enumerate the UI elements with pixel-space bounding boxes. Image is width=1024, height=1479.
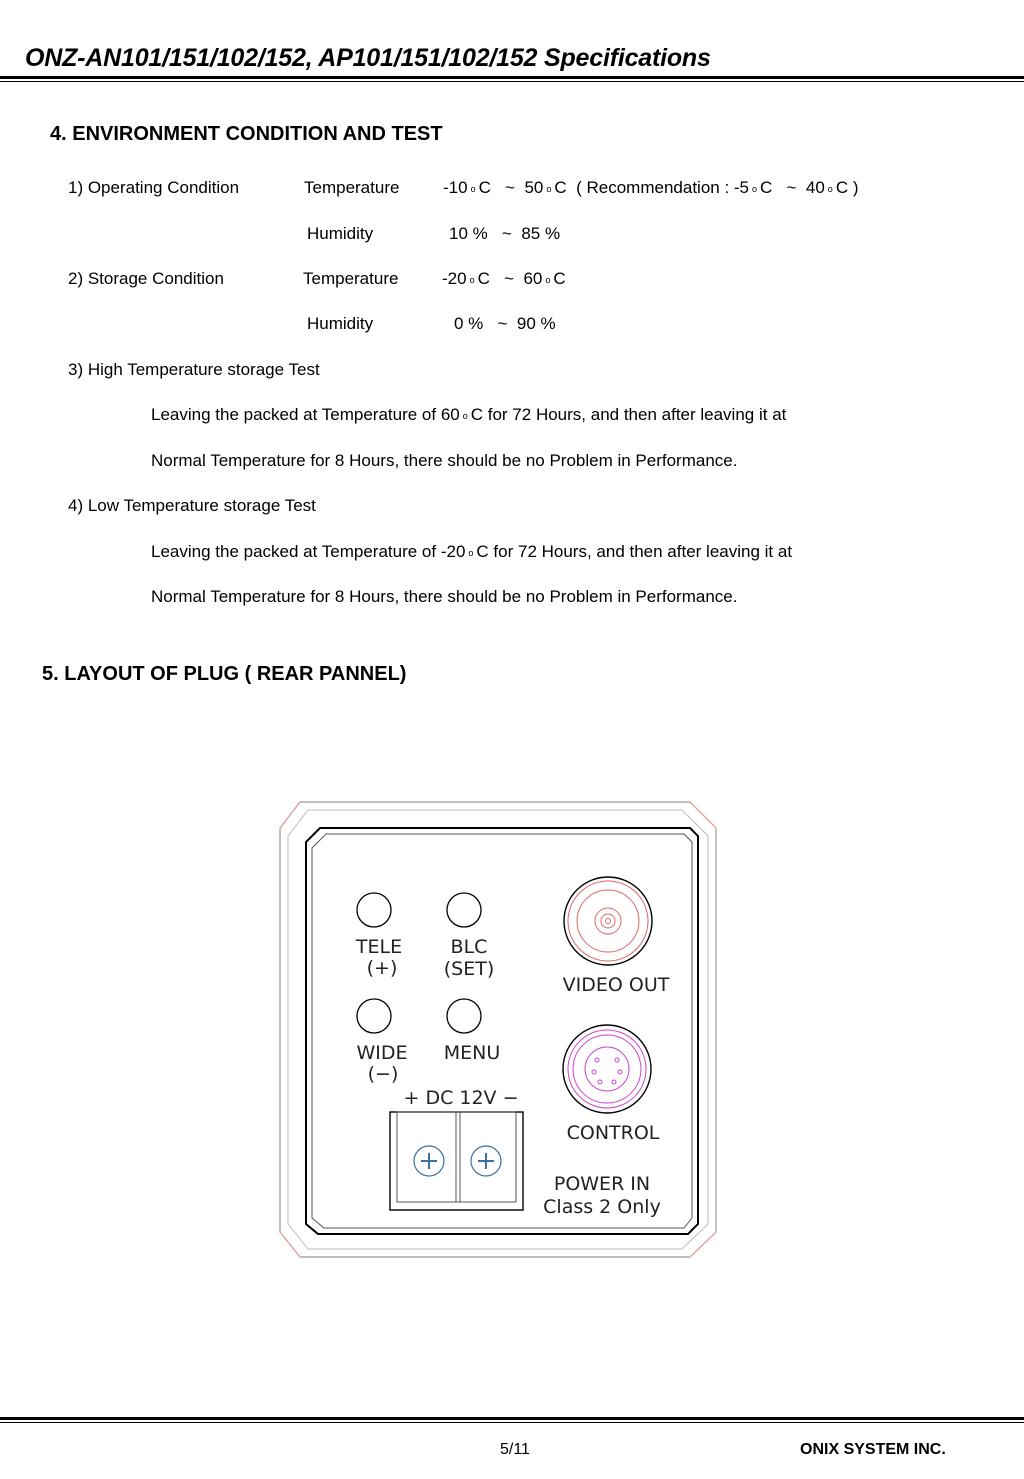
panel-outer-frame <box>280 802 716 1257</box>
storage-humidity-label: Humidity <box>307 314 374 333</box>
high-temp-test-line1: Leaving the packed at Temperature of 60 o C for 72 Hours, and then after leaving it at <box>151 405 787 424</box>
operating-temperature-label: Temperature <box>304 178 400 197</box>
wide-sub-label: (−) <box>367 1063 399 1085</box>
operating-condition-label: 1) Operating Condition <box>68 178 240 197</box>
header-rule <box>0 76 1024 79</box>
blc-label: BLC <box>450 936 488 958</box>
storage-temperature-label: Temperature <box>303 269 399 288</box>
storage-condition-label: 2) Storage Condition <box>68 269 224 288</box>
storage-temperature-range: -20 o C ~ 60 o C <box>442 269 566 288</box>
video-out-label: VIDEO OUT <box>562 974 670 996</box>
low-temp-test-line1: Leaving the packed at Temperature of -20 o C for 72 Hours, and then after leaving it at <box>151 542 793 561</box>
video-out-connector <box>564 877 652 965</box>
section-5-heading: 5. LAYOUT OF PLUG ( REAR PANNEL) <box>42 663 407 685</box>
blc-button <box>447 893 481 927</box>
power-in-label: POWER IN <box>553 1173 651 1195</box>
rear-panel-diagram <box>270 790 740 1270</box>
high-temp-test-label: 3) High Temperature storage Test <box>68 360 320 379</box>
wide-button <box>357 999 391 1033</box>
company-name: ONIX SYSTEM INC. <box>800 1441 946 1458</box>
control-label: CONTROL <box>566 1122 660 1144</box>
section-4-heading: 4. ENVIRONMENT CONDITION AND TEST <box>50 123 443 145</box>
low-temp-test-line2: Normal Temperature for 8 Hours, there should be no Problem in Performance. <box>151 587 738 606</box>
dc-terminal-block <box>390 1112 523 1210</box>
class-2-only-label: Class 2 Only <box>543 1196 661 1218</box>
operating-humidity-label: Humidity <box>307 224 374 243</box>
operating-temperature-range: -10 o C ~ 50 o C ( Recommendation : -5 o C ~ 40 o C ) <box>443 178 859 197</box>
page-title: ONZ-AN101/151/102/152, AP101/151/102/152 Specifications <box>25 44 711 72</box>
blc-sub-label: (SET) <box>443 958 495 980</box>
header-rule-thin <box>0 81 1024 82</box>
dc-12v-label: + DC 12V − <box>403 1087 519 1109</box>
low-temp-test-label: 4) Low Temperature storage Test <box>68 496 316 515</box>
menu-label: MENU <box>443 1042 501 1064</box>
tele-label: TELE <box>355 936 403 958</box>
control-connector <box>563 1025 651 1113</box>
operating-humidity-range: 10 % ~ 85 % <box>449 224 561 243</box>
page-number: 5/11 <box>500 1441 530 1458</box>
panel-corner-accents <box>280 802 716 1257</box>
high-temp-test-line2: Normal Temperature for 8 Hours, there should be no Problem in Performance. <box>151 451 738 470</box>
storage-humidity-range: 0 % ~ 90 % <box>454 314 556 333</box>
footer-rule-thin <box>0 1422 1024 1423</box>
menu-button <box>447 999 481 1033</box>
footer-rule <box>0 1417 1024 1420</box>
tele-button <box>357 893 391 927</box>
tele-sub-label: (+) <box>366 957 398 979</box>
wide-label: WIDE <box>356 1042 408 1064</box>
